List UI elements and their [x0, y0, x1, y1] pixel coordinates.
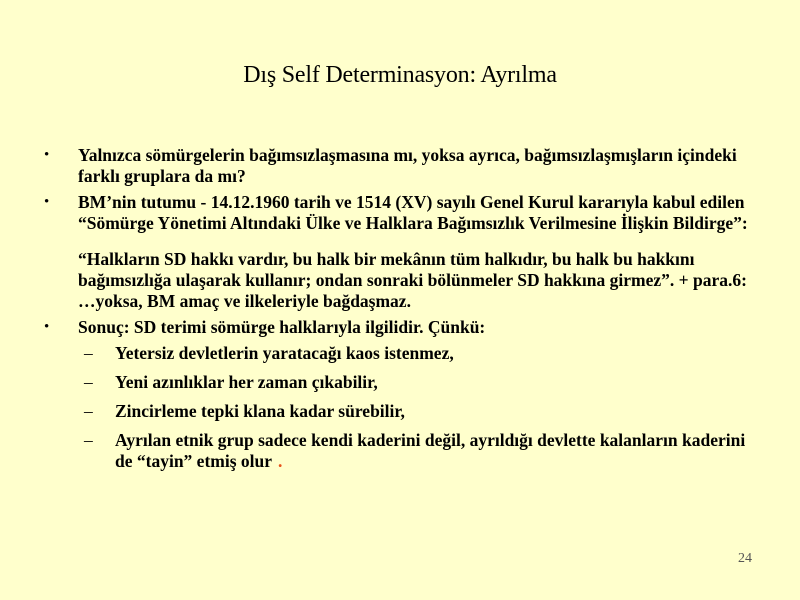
sub-bullet-text: Yeni azınlıklar her zaman çıkabilir,: [115, 372, 378, 392]
dash-glyph: –: [84, 430, 93, 450]
sub-bullet-item: [42, 372, 762, 393]
bullet-continuation: [42, 239, 762, 312]
dash-glyph: –: [84, 372, 93, 392]
dash-glyph: –: [84, 343, 93, 363]
bullet-item: [42, 192, 762, 234]
bullet-glyph: •: [44, 147, 50, 163]
page-number: 24: [738, 551, 752, 566]
bullet-item: [42, 145, 762, 187]
slide-content: [42, 145, 762, 480]
sub-bullet-item: [42, 430, 762, 472]
sub-bullet-text: Zincirleme tepki klana kadar sürebilir,: [115, 401, 405, 421]
sub-bullet-text: Ayrılan etnik grup sadece kendi kaderini değil, ayrıldığı devlette kalanların kaderini de “tayin” etmiş olur: [115, 430, 746, 471]
bullet-text: Sonuç: SD terimi sömürge halklarıyla ilgilidir. Çünkü:: [78, 317, 486, 337]
slide-title: Dış Self Determinasyon: Ayrılma: [243, 62, 557, 88]
bullet-item: [42, 317, 762, 338]
bullet-text: “Halkların SD hakkı vardır, bu halk bir mekânın tüm halkıdır, bu halk bu hakkını bağımsızlığa ulaşarak kullanır; ondan sonraki bölünmeler SD hakkına girmez”. + para.6: …yoksa, BM amaç ve ilkeleriyle bağdaşmaz.: [78, 249, 747, 311]
sub-bullet-item: [42, 401, 762, 422]
sub-bullet-item: [42, 343, 762, 364]
bullet-text: BM’nin tutumu - 14.12.1960 tarih ve 1514 (XV) sayılı Genel Kurul kararıyla kabul edilen “Sömürge Yönetimi Altındaki Ülke ve Halklara Bağımsızlık Verilmesine İlişkin Bildirge”:: [78, 192, 748, 233]
sub-bullet-text: Yetersiz devletlerin yaratacağı kaos istenmez,: [115, 343, 454, 363]
dash-glyph: –: [84, 401, 93, 421]
bullet-glyph: •: [44, 194, 50, 210]
bullet-glyph: •: [44, 319, 50, 335]
bullet-text: Yalnızca sömürgelerin bağımsızlaşmasına mı, yoksa ayrıca, bağımsızlaşmışların içindeki farklı gruplara da mı?: [78, 145, 737, 186]
trailing-mark: .: [278, 451, 283, 471]
